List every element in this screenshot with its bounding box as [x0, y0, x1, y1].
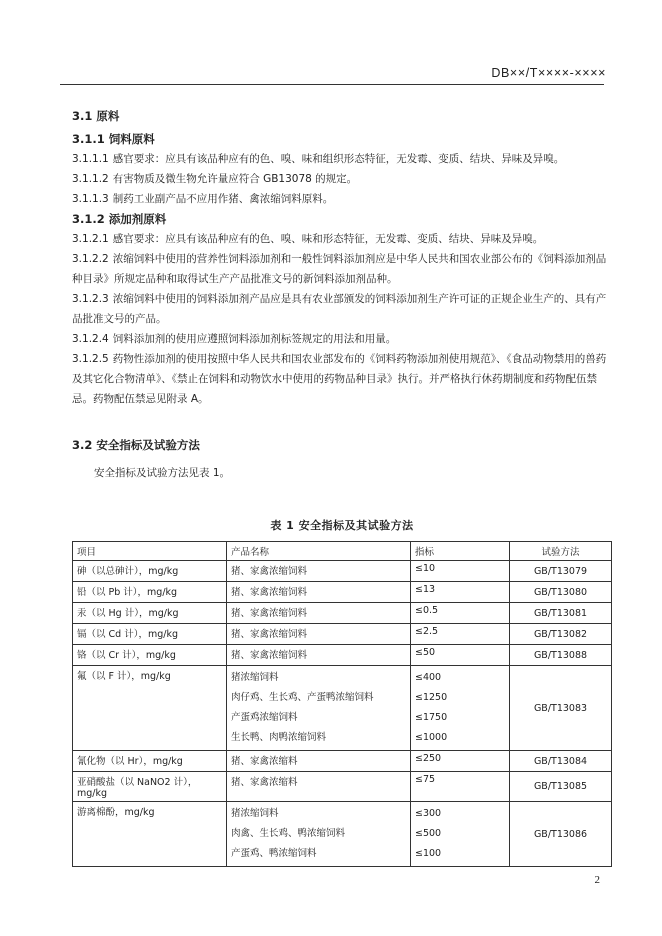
section-3-2-intro: 安全指标及试验方法见表 1。 [94, 467, 231, 479]
header-product: 产品名称 [227, 542, 411, 561]
cell-test-method: GB/T13081 [510, 603, 612, 624]
cell-limits [411, 624, 510, 645]
table-row [73, 582, 612, 603]
cell-products [227, 802, 411, 867]
cell-test-method: GB/T13088 [510, 645, 612, 666]
cell-item: 汞（以 Hg 计），mg/kg [73, 603, 227, 624]
section-3-1-2-title: 3.1.2 添加剂原料 [72, 212, 167, 226]
product-name: 产蛋鸡浓缩饲料 [231, 712, 298, 723]
clause-text: 饲料添加剂的使用应遵照饲料添加剂标签规定的用法和用量。 [112, 333, 397, 345]
table-row [73, 666, 612, 751]
standard-code: DB××/T××××-×××× [491, 66, 606, 80]
cell-limits [411, 645, 510, 666]
cell-test-method: GB/T13083 [510, 666, 612, 751]
product-name: 猪、家禽浓缩饲料 [231, 566, 308, 577]
product-name: 猪浓缩饲料 [231, 672, 279, 683]
table-row [73, 561, 612, 582]
cell-item: 镉（以 Cd 计），mg/kg [73, 624, 227, 645]
limit-value: ≤400 [415, 672, 442, 683]
page-content [72, 106, 612, 867]
product-name: 肉仔鸡、生长鸡、产蛋鸭浓缩饲料 [231, 692, 374, 703]
product-name: 猪、家禽浓缩料 [231, 756, 298, 767]
limit-value: ≤1750 [415, 712, 448, 723]
section-3-1-1-title: 3.1.1 饲料原料 [72, 132, 155, 146]
table-row [73, 645, 612, 666]
clause-text: 药物性添加剂的使用按照中华人民共和国农业部发布的《饲料药物添加剂使用规范》、《食品动物禁用的兽药及其它化合物清单》、《禁止在饲料和动物饮水中使用的药物品种目录》执行。并严格执行休药期制度和药物配伍禁忌。药物配伍禁忌见附录 A。 [72, 353, 607, 405]
table-header-row [73, 542, 612, 561]
product-name: 猪、家禽浓缩饲料 [231, 608, 308, 619]
clause-3-1-1-2 [72, 189, 612, 209]
section-3-1-1-items [72, 149, 612, 209]
section-3-2 [72, 435, 612, 483]
cell-products [227, 751, 411, 772]
table-body [73, 561, 612, 867]
clause-text: 浓缩饲料中使用的营养性饲料添加剂和一般性饲料添加剂应是中华人民共和国农业部公布的《饲料添加剂品种目录》所规定品种和取得试生产产品批准文号的新饲料添加剂品种。 [72, 253, 607, 285]
section-3-1-2-items [72, 229, 612, 409]
cell-test-method: GB/T13079 [510, 561, 612, 582]
cell-item: 铬（以 Cr 计），mg/kg [73, 645, 227, 666]
product-name: 猪、家禽浓缩料 [231, 777, 298, 788]
clause-number: 3.1.2.4 [72, 333, 109, 345]
clause-text: 有害物质及微生物允许量应符合 GB13078 的规定。 [112, 173, 358, 185]
header-method: 试验方法 [510, 542, 612, 561]
product-name: 猪浓缩饲料 [231, 808, 279, 819]
limit-value: ≤100 [415, 848, 442, 859]
product-name: 产蛋鸡、鸭浓缩饲料 [231, 848, 317, 859]
limit-value: ≤13 [415, 584, 436, 595]
cell-item: 砷（以总砷计），mg/kg [73, 561, 227, 582]
cell-limits [411, 582, 510, 603]
section-3-1-title: 3.1 原料 [72, 109, 120, 123]
table-row [73, 624, 612, 645]
clause-3-1-1-1 [72, 169, 612, 189]
limit-value: ≤10 [415, 563, 436, 574]
cell-test-method: GB/T13084 [510, 751, 612, 772]
clause-number: 3.1.2.5 [72, 353, 109, 365]
page-number: 2 [594, 874, 600, 886]
cell-limits [411, 561, 510, 582]
limit-value: ≤500 [415, 828, 442, 839]
cell-item: 氟（以 F 计），mg/kg [73, 666, 227, 751]
clause-number: 3.1.2.2 [72, 253, 109, 265]
clause-number: 3.1.1.3 [72, 193, 109, 205]
product-name: 猪、家禽浓缩饲料 [231, 587, 308, 598]
cell-limits [411, 666, 510, 751]
clause-3-1-2-3 [72, 329, 612, 349]
table-row [73, 802, 612, 867]
clause-3-1-1-0 [72, 149, 612, 169]
clause-3-1-2-0 [72, 229, 612, 249]
clause-text: 感官要求：应具有该品种应有的色、嗅、味和形态特征，无发霉、变质、结块、异味及异嗅。 [112, 233, 544, 245]
clause-number: 3.1.1.1 [72, 153, 109, 165]
table-row [73, 603, 612, 624]
cell-test-method: GB/T13080 [510, 582, 612, 603]
limit-value: ≤300 [415, 808, 442, 819]
header-item: 项目 [73, 542, 227, 561]
header-limit: 指标 [411, 542, 510, 561]
clause-3-1-2-1 [72, 249, 612, 289]
product-name: 生长鸭、肉鸭浓缩饲料 [231, 732, 327, 743]
cell-products [227, 582, 411, 603]
limit-value: ≤0.5 [415, 605, 439, 616]
limit-value: ≤50 [415, 647, 436, 658]
clause-number: 3.1.1.2 [72, 173, 109, 185]
limit-value: ≤75 [415, 774, 436, 785]
clause-text: 感官要求：应具有该品种应有的色、嗅、味和组织形态特征，无发霉、变质、结块、异味及异嗅。 [112, 153, 565, 165]
cell-item: 铅（以 Pb 计），mg/kg [73, 582, 227, 603]
safety-index-table [72, 541, 612, 867]
cell-item: 氰化物（以 Hr），mg/kg [73, 751, 227, 772]
clause-3-1-2-4 [72, 349, 612, 409]
cell-products [227, 561, 411, 582]
cell-products [227, 645, 411, 666]
product-name: 肉禽、生长鸡、鸭浓缩饲料 [231, 828, 346, 839]
table-row [73, 772, 612, 802]
cell-limits [411, 751, 510, 772]
clause-number: 3.1.2.3 [72, 293, 109, 305]
clause-number: 3.1.2.1 [72, 233, 109, 245]
cell-limits [411, 802, 510, 867]
cell-products [227, 772, 411, 802]
cell-item: 游离棉酚，mg/kg [73, 802, 227, 867]
section-3-2-title: 3.2 安全指标及试验方法 [72, 438, 200, 452]
clause-text: 浓缩饲料中使用的饲料添加剂产品应是具有农业部颁发的饲料添加剂生产许可证的正规企业生产的、具有产品批准文号的产品。 [72, 293, 607, 325]
clause-3-1-2-2 [72, 289, 612, 329]
table-row [73, 751, 612, 772]
product-name: 猪、家禽浓缩饲料 [231, 650, 308, 661]
limit-value: ≤1000 [415, 732, 448, 743]
limit-value: ≤2.5 [415, 626, 439, 637]
cell-test-method: GB/T13082 [510, 624, 612, 645]
cell-products [227, 603, 411, 624]
limit-value: ≤250 [415, 753, 442, 764]
cell-products [227, 666, 411, 751]
table-caption: 表 1 安全指标及其试验方法 [270, 519, 414, 532]
cell-products [227, 624, 411, 645]
cell-limits [411, 603, 510, 624]
header-rule [60, 84, 604, 85]
cell-item: 亚硝酸盐（以 NaNO2 计），mg/kg [73, 772, 227, 802]
cell-limits [411, 772, 510, 802]
limit-value: ≤1250 [415, 692, 448, 703]
cell-test-method: GB/T13085 [510, 772, 612, 802]
product-name: 猪、家禽浓缩饲料 [231, 629, 308, 640]
clause-text: 制药工业副产品不应用作猪、禽浓缩饲料原料。 [112, 193, 334, 205]
cell-test-method: GB/T13086 [510, 802, 612, 867]
